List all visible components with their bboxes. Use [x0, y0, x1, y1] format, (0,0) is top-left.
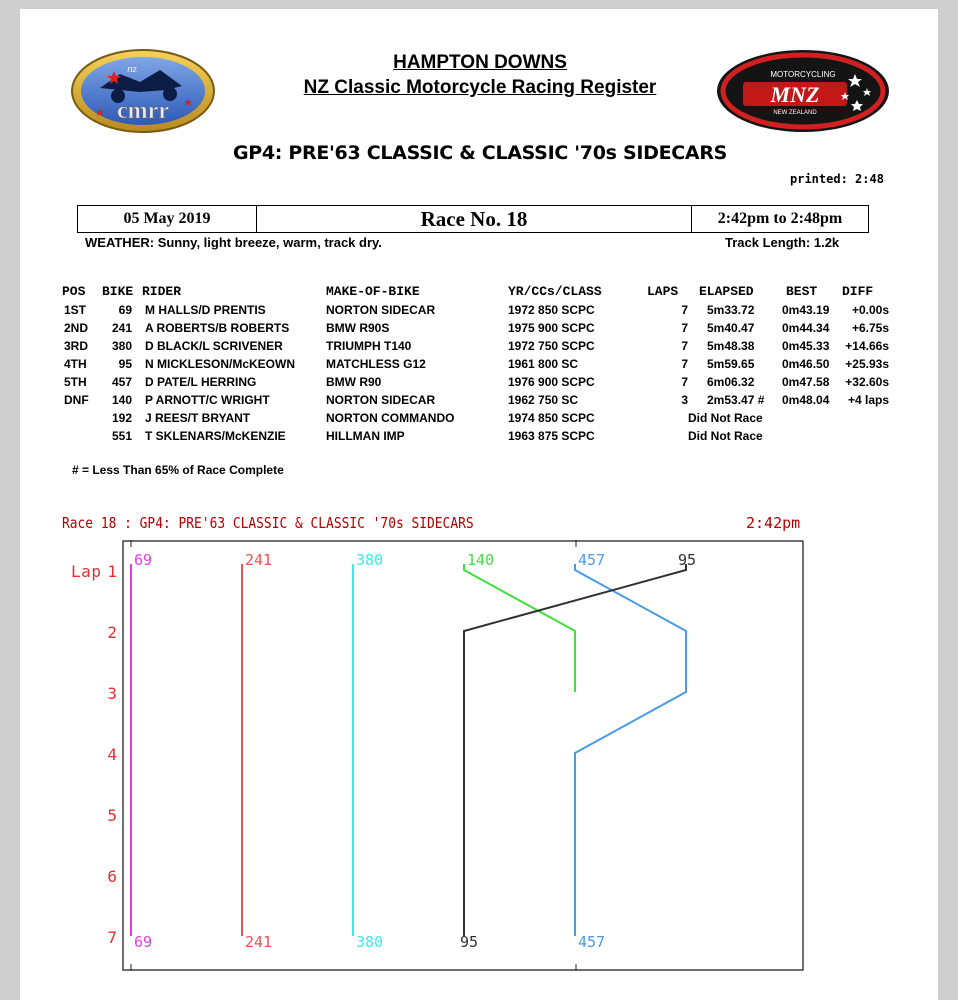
bike-cell: 95: [118, 357, 132, 371]
lap-label: 4: [107, 745, 117, 764]
class-cell: 1962 750 SC: [508, 393, 579, 407]
bike-cell: 551: [111, 429, 132, 443]
diff-cell: +14.66s: [845, 339, 889, 353]
cmrr-logo-sub: nz: [127, 63, 137, 75]
bike-cell: 140: [111, 393, 132, 407]
series-label-top: 241: [245, 551, 273, 569]
rider-cell: A ROBERTS/B ROBERTS: [145, 321, 290, 335]
bike-cell: 380: [111, 339, 132, 353]
make-cell: MATCHLESS G12: [326, 357, 426, 371]
col-header-make: MAKE-OF-BIKE: [326, 284, 420, 299]
elapsed-cell: 6m06.32: [707, 375, 755, 389]
col-header-rider: RIDER: [142, 284, 182, 299]
chart-time: 2:42pm: [746, 514, 801, 532]
diff-cell: +25.93s: [845, 357, 889, 371]
series-label-bottom: 95: [460, 933, 479, 951]
series-label-top: 457: [578, 551, 606, 569]
make-cell: NORTON SIDECAR: [326, 393, 436, 407]
series-label-top: 95: [678, 551, 697, 569]
best-cell: 0m43.19: [782, 303, 830, 317]
pos-cell: 4TH: [64, 357, 87, 371]
make-cell: NORTON COMMANDO: [326, 411, 455, 425]
bike-cell: 241: [111, 321, 132, 335]
series-label-top: 69: [134, 551, 153, 569]
series-label-bottom: 69: [134, 933, 153, 951]
footnote: # = Less Than 65% of Race Complete: [72, 463, 284, 477]
elapsed-cell: 2m53.47 #: [707, 393, 765, 407]
make-cell: TRIUMPH T140: [326, 339, 412, 353]
mnz-logo-sub: NEW ZEALAND: [773, 110, 817, 116]
venue-title: HAMPTON DOWNS: [393, 52, 567, 73]
rider-cell: T SKLENARS/McKENZIE: [145, 429, 286, 443]
race-time: 2:42pm to 2:48pm: [717, 210, 843, 227]
col-header-diff: DIFF: [842, 284, 874, 299]
elapsed-cell: Did Not Race: [688, 411, 763, 425]
race-number: Race No. 18: [257, 206, 692, 232]
printed-time: printed: 2:48: [790, 172, 884, 186]
make-cell: HILLMAN IMP: [326, 429, 405, 443]
best-cell: 0m45.33: [782, 339, 830, 353]
class-cell: 1976 900 SCPC: [508, 375, 595, 389]
chart-title: Race 18 : GP4: PRE'63 CLASSIC & CLASSIC '70s SIDECARS: [62, 514, 474, 532]
lap-label: 1: [107, 562, 117, 581]
laps-cell: 3: [681, 393, 688, 407]
elapsed-cell: 5m40.47: [707, 321, 755, 335]
cmrr-logo-text: cmrr: [117, 98, 169, 124]
mnz-logo-main: MNZ: [770, 82, 820, 107]
diff-cell: +32.60s: [845, 375, 889, 389]
elapsed-cell: 5m33.72: [707, 303, 755, 317]
elapsed-cell: 5m59.65: [707, 357, 755, 371]
col-header-best: BEST: [786, 284, 818, 299]
track-length: Track Length: 1.2k: [725, 235, 840, 250]
pos-cell: 2ND: [64, 321, 89, 335]
lap-label: 7: [107, 928, 117, 947]
col-header-class: YR/CCs/CLASS: [508, 284, 602, 299]
race-date: 05 May 2019: [78, 206, 257, 232]
lap-label: 6: [107, 867, 117, 886]
rider-cell: D BLACK/L SCRIVENER: [145, 339, 283, 353]
rider-cell: P ARNOTT/C WRIGHT: [145, 393, 270, 407]
best-cell: 0m46.50: [782, 357, 830, 371]
make-cell: NORTON SIDECAR: [326, 303, 436, 317]
laps-cell: 7: [681, 321, 688, 335]
laps-cell: 7: [681, 375, 688, 389]
elapsed-cell: 5m48.38: [707, 339, 755, 353]
lap-label: 5: [107, 806, 117, 825]
pos-cell: DNF: [64, 393, 89, 407]
diff-cell: +0.00s: [851, 303, 889, 317]
pos-cell: 5TH: [64, 375, 87, 389]
pos-cell: 3RD: [64, 339, 89, 353]
col-header-bike: BIKE: [102, 284, 134, 299]
series-label-top: 140: [467, 551, 495, 569]
rider-cell: J REES/T BRYANT: [145, 411, 251, 425]
best-cell: 0m47.58: [782, 375, 830, 389]
register-title: NZ Classic Motorcycle Racing Register: [303, 77, 657, 98]
class-cell: 1972 750 SCPC: [508, 339, 595, 353]
laps-cell: 7: [681, 303, 688, 317]
series-line-140: [464, 564, 575, 692]
series-label-bottom: 380: [356, 933, 384, 951]
class-cell: 1963 875 SCPC: [508, 429, 595, 443]
make-cell: BMW R90S: [326, 321, 390, 335]
bike-cell: 69: [118, 303, 132, 317]
lap-label: 3: [107, 684, 117, 703]
lap-label: 2: [107, 623, 117, 642]
bike-cell: 192: [111, 411, 132, 425]
class-title: GP4: PRE'63 CLASSIC & CLASSIC '70s SIDECARS: [232, 142, 728, 164]
series-label-top: 380: [356, 551, 384, 569]
series-label-bottom: 457: [578, 933, 606, 951]
make-cell: BMW R90: [326, 375, 382, 389]
class-cell: 1961 800 SC: [508, 357, 579, 371]
weather: WEATHER: Sunny, light breeze, warm, track dry.: [85, 235, 382, 250]
laps-cell: 7: [681, 357, 688, 371]
series-label-bottom: 241: [245, 933, 273, 951]
lap-prefix-label: Lap: [71, 562, 101, 581]
rider-cell: N MICKLESON/McKEOWN: [145, 357, 295, 371]
class-cell: 1975 900 SCPC: [508, 321, 595, 335]
diff-cell: +4 laps: [847, 393, 889, 407]
class-cell: 1972 850 SCPC: [508, 303, 595, 317]
series-line-457: [575, 564, 686, 936]
col-header-pos: POS: [62, 284, 86, 299]
rider-cell: D PATE/L HERRING: [145, 375, 257, 389]
col-header-laps: LAPS: [647, 284, 679, 299]
elapsed-cell: Did Not Race: [688, 429, 763, 443]
class-cell: 1974 850 SCPC: [508, 411, 595, 425]
best-cell: 0m44.34: [782, 321, 830, 335]
laps-cell: 7: [681, 339, 688, 353]
bike-cell: 457: [111, 375, 132, 389]
col-header-elapsed: ELAPSED: [699, 284, 754, 299]
rider-cell: M HALLS/D PRENTIS: [145, 303, 266, 317]
pos-cell: 1ST: [64, 303, 87, 317]
best-cell: 0m48.04: [782, 393, 830, 407]
diff-cell: +6.75s: [851, 321, 889, 335]
mnz-logo-top: MOTORCYCLING: [770, 70, 836, 79]
